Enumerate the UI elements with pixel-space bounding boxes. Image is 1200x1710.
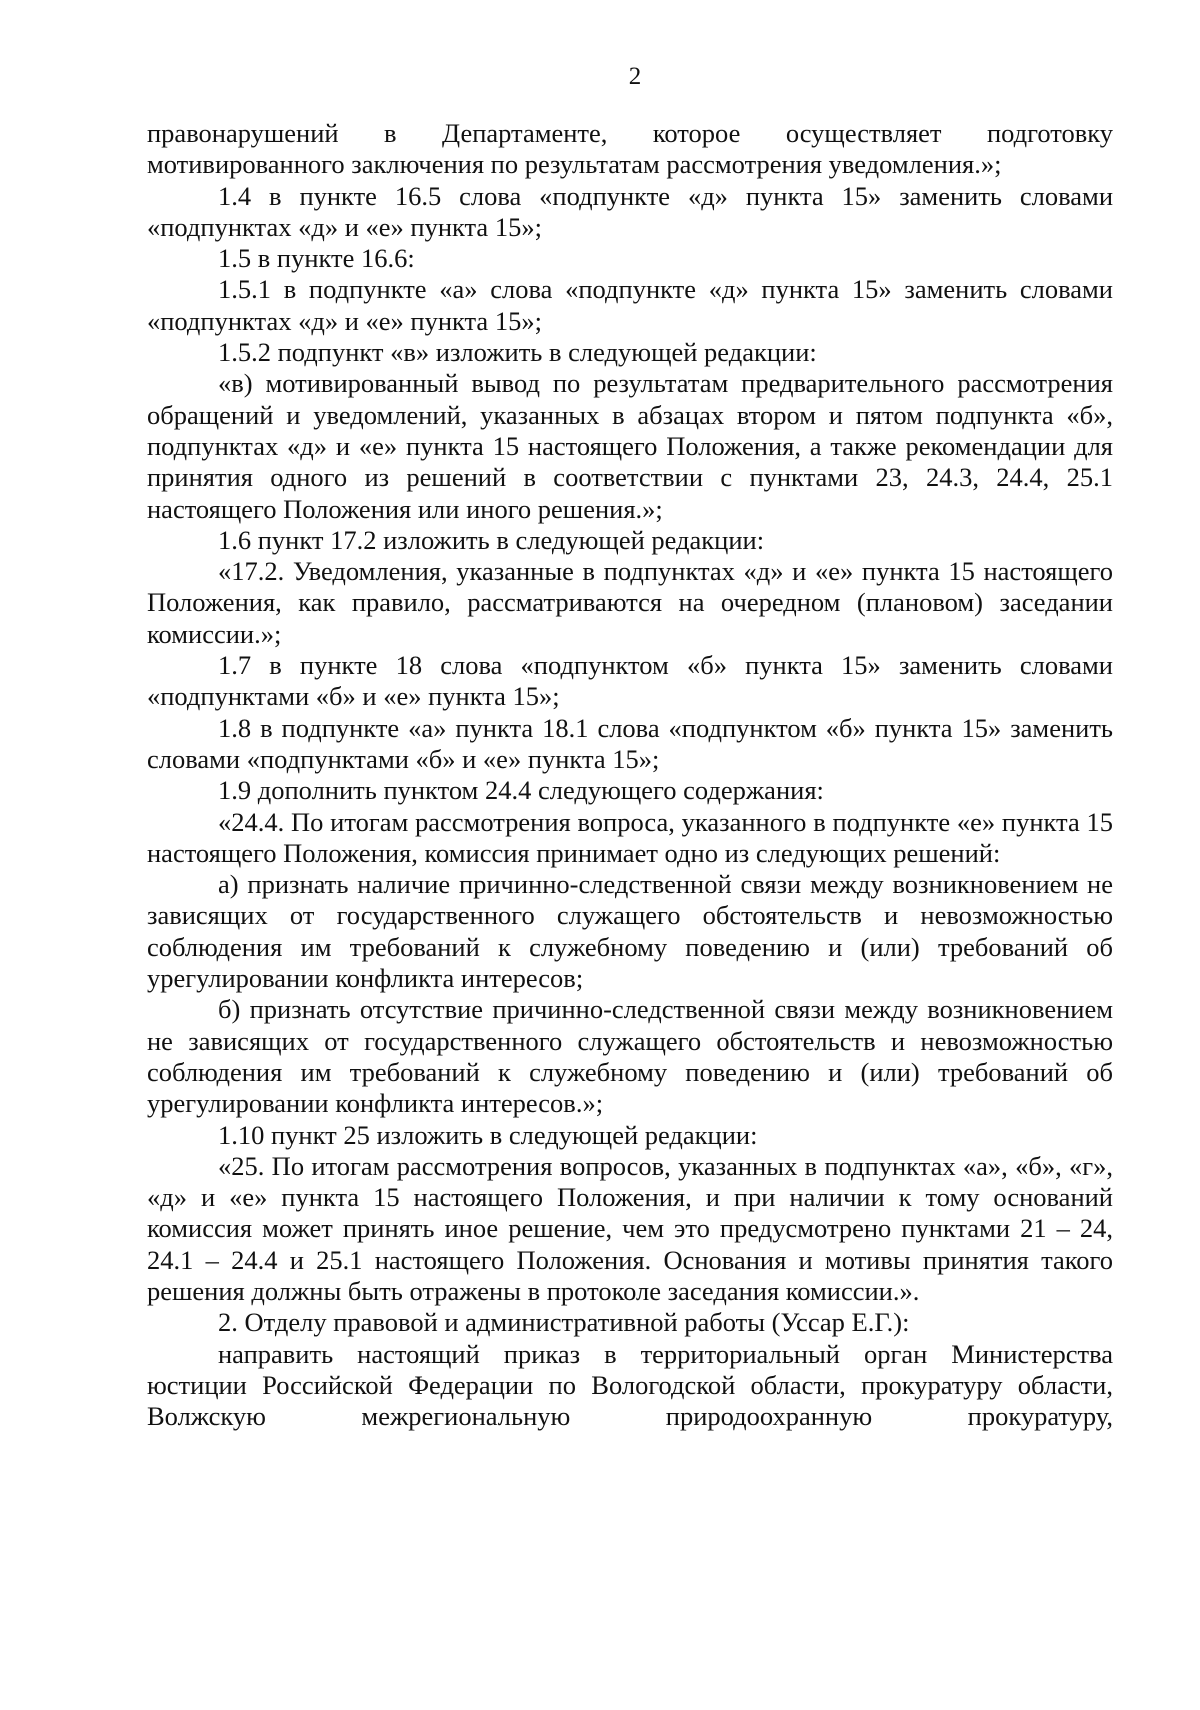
paragraph: а) признать наличие причинно-следственной связи между возникновением не зависящих от государственного служащего обстоятельств и невозможностью соблюдения им требований к служебному поведению и (или) требований об урегулировании конфликта интересов;: [147, 869, 1113, 994]
page-number: 2: [628, 63, 642, 90]
paragraph: б) признать отсутствие причинно-следственной связи между возникновением не зависящих от государственного служащего обстоятельств и невозможностью соблюдения им требований к служебному поведению и (или) требований об урегулировании конфликта интересов.»;: [147, 994, 1113, 1119]
paragraph: 1.5 в пункте 16.6:: [218, 243, 415, 274]
paragraph: 2. Отделу правовой и административной работы (Уссар Е.Г.):: [218, 1307, 910, 1338]
paragraph: 1.8 в подпункте «а» пункта 18.1 слова «подпунктом «б» пункта 15» заменить словами «подпунктами «б» и «е» пункта 15»;: [147, 712, 1113, 774]
paragraph: правонарушений в Департаменте, которое осуществляет подготовку мотивированного заключения по результатам рассмотрения уведомления.»;: [147, 118, 1113, 180]
paragraph: 1.7 в пункте 18 слова «подпунктом «б» пункта 15» заменить словами «подпунктами «б» и «е» пункта 15»;: [147, 650, 1113, 712]
paragraph: 1.5.2 подпункт «в» изложить в следующей редакции:: [218, 337, 817, 368]
paragraph: «24.4. По итогам рассмотрения вопроса, указанного в подпункте «е» пункта 15 настоящего Положения, комиссия принимает одно из следующих решений:: [147, 806, 1113, 868]
paragraph: «в) мотивированный вывод по результатам предварительного рассмотрения обращений и уведомлений, указанных в абзацах втором и пятом подпункта «б», подпунктах «д» и «е» пункта 15 настоящего Положения, а также рекомендации для принятия одного из решений в соответствии с пунктами 23, 24.3, 24.4, 25.1 настоящего Положения или иного решения.»;: [147, 368, 1113, 524]
paragraph: направить настоящий приказ в территориальный орган Министерства юстиции Российской Федерации по Вологодской области, прокуратуру области, Волжскую межрегиональную природоохранную прокуратуру,: [147, 1338, 1113, 1432]
document-body: [147, 118, 1113, 1432]
paragraph: 1.5.1 в подпункте «а» слова «подпункте «д» пункта 15» заменить словами «подпунктах «д» и «е» пункта 15»;: [147, 274, 1113, 336]
paragraph: 1.10 пункт 25 изложить в следующей редакции:: [218, 1119, 758, 1150]
paragraph: 1.9 дополнить пунктом 24.4 следующего содержания:: [218, 775, 824, 806]
paragraph: «17.2. Уведомления, указанные в подпунктах «д» и «е» пункта 15 настоящего Положения, как правило, рассматриваются на очередном (плановом) заседании комиссии.»;: [147, 556, 1113, 649]
paragraph: «25. По итогам рассмотрения вопросов, указанных в подпунктах «а», «б», «г», «д» и «е» пункта 15 настоящего Положения, и при наличии к тому оснований комиссия может принять иное решение, чем это предусмотрено пунктами 21 – 24, 24.1 – 24.4 и 25.1 настоящего Положения. Основания и мотивы принятия такого решения должны быть отражены в протоколе заседания комиссии.».: [147, 1150, 1113, 1306]
paragraph: 1.6 пункт 17.2 изложить в следующей редакции:: [218, 524, 765, 555]
paragraph: 1.4 в пункте 16.5 слова «подпункте «д» пункта 15» заменить словами «подпунктах «д» и «е» пункта 15»;: [147, 180, 1113, 242]
